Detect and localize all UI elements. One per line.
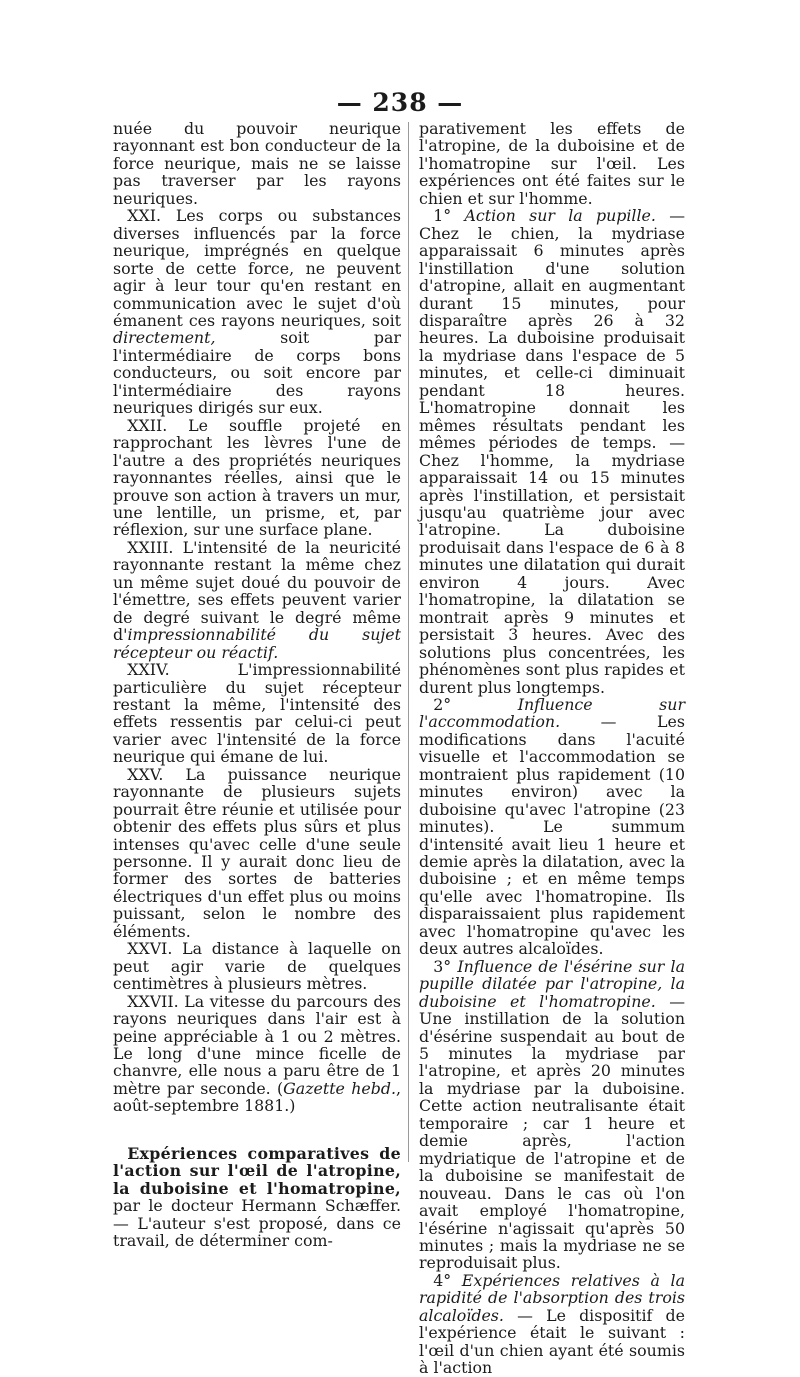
italic-span: Influence sur l'accommodation. xyxy=(419,694,685,732)
text-span: XXI. Les corps ou substances diverses influencés par la force neurique, imprégnés en quelque sorte de cette force, ne peuvent agir à leur tour qu'en restant en communication avec le sujet d'où émanent ces rayons neuriques, soit xyxy=(113,206,401,330)
text-span: — Le dispositif de l'expérience était le suivant : l'œil d'un chien ayant été soumis à l'action xyxy=(419,1305,685,1377)
paragraph-absorption xyxy=(419,1272,685,1377)
text-span: 1° xyxy=(433,206,465,226)
italic-span: impressionnabilité du sujet récepteur ou réactif. xyxy=(113,625,401,662)
text-span: — Les modifications dans l'acuité visuelle et l'accommodation se montraient plus rapidement (10 minutes environ) avec la duboisine qu'avec l'atropine (23 minutes). Le summum d'intensité avait lieu 1 heure et demie après la dilatation, avec la duboisine ; et en même temps qu'elle avec l'homatropine. Ils disparaissaient plus rapidement avec l'homatropine qu'avec les deux autres alcaloïdes. xyxy=(419,712,685,959)
text-span: XXVI. La distance à laquelle on peut agir varie de quelques centimètres à plusieurs mètres. xyxy=(113,939,401,994)
italic-span: Influence de l'ésérine sur la pupille dilatée par l'atropine, la duboisine et l'homatropine. xyxy=(419,956,685,1011)
page-number: — 238 — xyxy=(336,88,464,117)
text-span: nuée du pouvoir neurique rayonnant est bon conducteur de la force neurique, mais ne se laisse pas traverser par les rayons neuriques. xyxy=(113,119,401,208)
bold-title: Expériences comparatives de l'action sur l'œil de l'atropine, la duboisine et l'homatropine, xyxy=(113,1143,401,1198)
paragraph-xxiii xyxy=(113,539,401,661)
paragraph-continuation xyxy=(419,120,685,207)
text-span: XXIII. L'intensité de la neuricité rayonnante restant la même chez un même sujet doué du pouvoir de l'émettre, ses effets peuvent varier de degré suivant le degré même d' xyxy=(113,537,401,645)
italic-span: Action sur la pupille. xyxy=(464,206,656,226)
italic-span: Gazette hebd. xyxy=(283,1078,396,1098)
text-span: — Chez le chien, la mydriase apparaissait 6 minutes après l'instillation d'une solution d'atropine, allait en augmentant durant 15 minutes, pour disparaître après 26 à 32 heures. La duboisine produisait la mydriase dans l'espace de 5 minutes, et celle-ci diminuait pendant 18 heures. L'homatropine donnait les mêmes résultats pendant les mêmes périodes de temps. — Chez l'homme, la mydriase apparaissait 14 ou 15 minutes après l'instillation, et persistait jusqu'au quatrième jour avec l'atropine. La duboisine produisait dans l'espace de 6 à 8 minutes une dilatation qui durait environ 4 jours. Avec l'homatropine, la dilatation se montrait après 9 minutes et persistait 3 heures. Avec des solutions plus concentrées, les phénomènes sont plus rapides et durent plus longtemps. xyxy=(419,206,685,697)
italic-span: directement, xyxy=(113,328,216,348)
paragraph-xxi xyxy=(113,207,401,416)
paragraph-intro xyxy=(113,120,401,207)
text-span: soit par l'intermédiaire de corps bons conducteurs, ou soit encore par l'intermédiaire des rayons neuriques dirigés sur eux. xyxy=(113,328,401,418)
section-gap xyxy=(113,1115,401,1145)
text-span: XXVII. La vitesse du parcours des rayons neuriques dans l'air est à peine appréciable à 1 ou 2 mètres. Le long d'une mince ficelle de chanvre, elle nous a paru être de 1 mètre par seconde. ( xyxy=(113,991,401,1098)
text-span: par le docteur Hermann Schæffer. — L'auteur s'est proposé, dans ce travail, de déterminer com- xyxy=(113,1196,401,1251)
paragraph-xxv xyxy=(113,766,401,941)
text-span: XXIV. L'impressionnabilité particulière du sujet récepteur restant la même, l'intensité des effets ressentis par celui-ci peut varier avec l'intensité de la force neurique qui émane de lui. xyxy=(113,660,401,767)
text-span: , août-septembre 1881.) xyxy=(113,1078,401,1116)
text-span: XXV. La puissance neurique rayonnante de plusieurs sujets pourrait être réunie et utilisée pour obtenir des effets plus sûrs et plus intenses qu'avec celle d'une seule personne. Il y aurait donc lieu de former des sortes de batteries électriques d'un effet plus ou moins puissant, selon le nombre des éléments. xyxy=(113,764,401,941)
paragraph-xxvi xyxy=(113,940,401,992)
right-column xyxy=(419,120,685,1377)
text-span: 3° xyxy=(433,956,458,976)
paragraph-accommodation xyxy=(419,696,685,958)
text-span: 2° xyxy=(433,694,518,714)
paragraph-xxvii xyxy=(113,993,401,1115)
text-span: parativement les effets de l'atropine, de la duboisine et de l'homatropine sur l'œil. Les expériences ont été faites sur le chien et sur l'homme. xyxy=(419,119,685,208)
column-divider xyxy=(408,122,409,1162)
text-span: 4° xyxy=(433,1270,462,1290)
paragraph-xxiv xyxy=(113,661,401,766)
italic-span: Expériences relatives à la rapidité de l'absorption des trois alcaloïdes. xyxy=(419,1270,685,1325)
paragraph-xxii xyxy=(113,417,401,539)
text-span: — Une instillation de la solution d'ésérine suspendait au bout de 5 minutes la mydriase par l'atropine, et après 20 minutes la mydriase par la duboisine. Cette action neutralisante était temporaire ; car 1 heure et demie après, l'action mydriatique de l'atropine et de la duboisine se manifestait de nouveau. Dans le cas où l'on avait employé l'homatropine, l'ésérine n'agissait qu'après 50 minutes ; mais la mydriase ne se reproduisait plus. xyxy=(419,991,685,1273)
left-column xyxy=(113,120,401,1250)
paragraph-pupille xyxy=(419,207,685,696)
paragraph-eserine xyxy=(419,958,685,1272)
text-span: XXII. Le souffle projeté en rapprochant les lèvres l'une de l'autre a des propriétés neuriques rayonnantes réelles, ainsi que le prouve son action à travers un mur, une lentille, un prisme, et, par réflexion, sur une surface plane. xyxy=(113,415,401,540)
article-heading xyxy=(113,1145,401,1250)
